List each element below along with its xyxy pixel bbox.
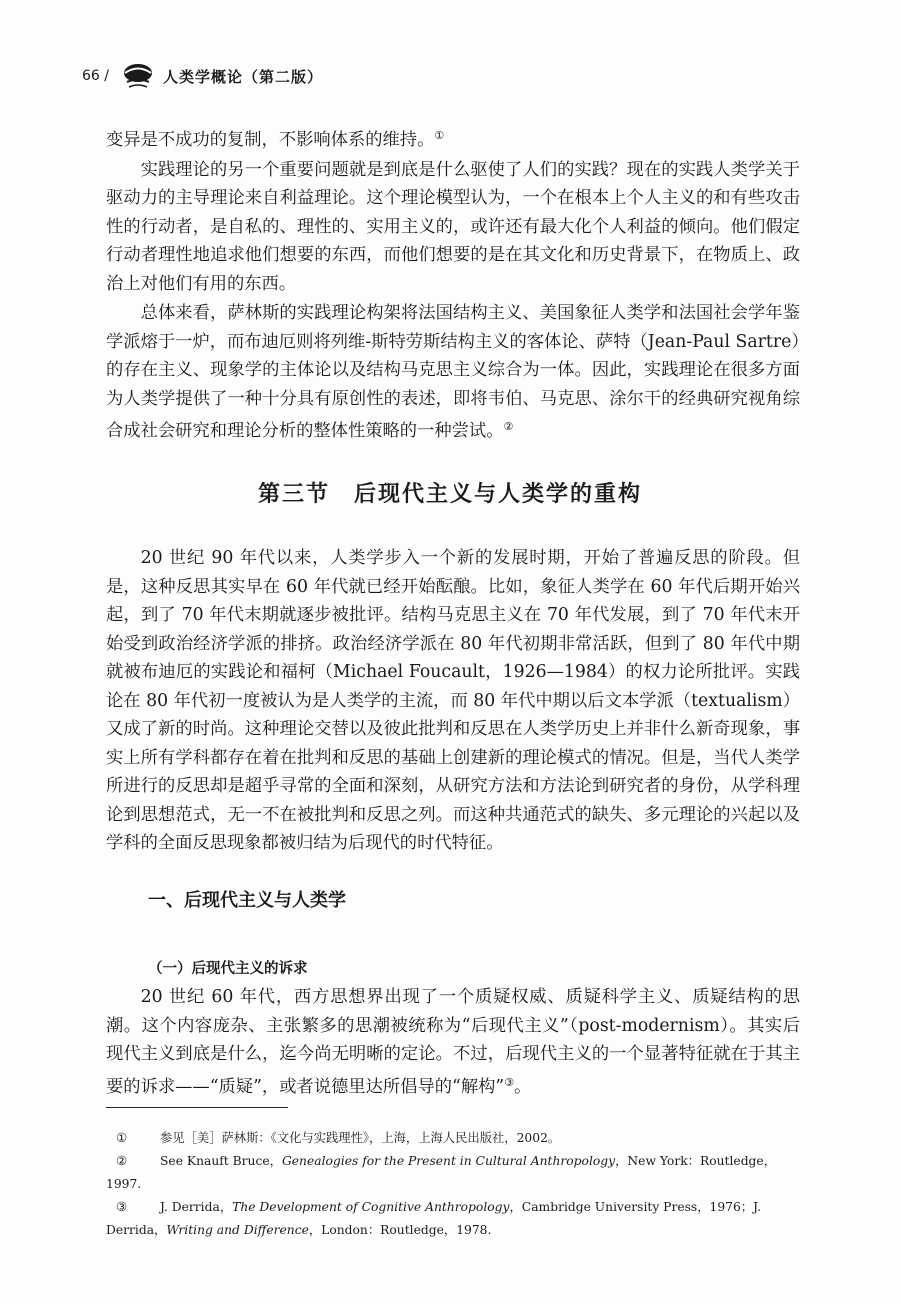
subsection-text-block [106, 983, 800, 1101]
footnote-text-pre: J. Derrida， [160, 1200, 233, 1214]
footnote-text-end: ，London：Routledge，1978. [308, 1223, 492, 1237]
section-text-block [106, 544, 800, 858]
footnote-text-post: ，New York：Routledge，1997. [106, 1154, 777, 1191]
footnote-text: 参见［美］萨林斯：《文化与实践理性》，上海，上海人民出版社，2002。 [160, 1131, 561, 1145]
footnote-text-pre: See Knauft Bruce， [160, 1154, 282, 1168]
paragraph-text: 变异是不成功的复制，不影响体系的维持。 [106, 130, 435, 150]
footnote-mark: ① [116, 1131, 128, 1145]
footnote-book-title: The Development of Cognitive Anthropology [232, 1200, 510, 1214]
footnote-text-post: ，Cambridge University Press，1976；J. Derrida， [106, 1200, 761, 1237]
publisher-logo-icon [121, 62, 155, 90]
footnotes [106, 1127, 800, 1242]
footnote-ref: ② [503, 420, 514, 433]
paragraph-reflection: 20 世纪 90 年代以来，人类学步入一个新的发展时期，开始了普遍反思的阶段。但是，这种反思其实早在 60 年代就已经开始酝酿。比如，象征人类学在 60 年代后期开始兴起，到了 70 年代末期就逐步被批评。结构马克思主义在 70 年代发展，到了 70 年代末开始受到政治经济学派的排挤。政治经济学派在 80 年代初期非常活跃，但到了 80 年代中期就被布迪厄的实践论和福柯（Michael Foucault，1926—1984）的权力论所批评。实践论在 80 年代初一度被认为是人类学的主流，而 80 年代中期以后文本学派（textualism）又成了新的时尚。这种理论交替以及彼此批判和反思在人类学历史上并非什么新奇现象，事实上所有学科都存在着在批判和反思的基础上创建新的理论模式的情况。但是，当代人类学所进行的反思却是超乎寻常的全面和深刻，从研究方法和方法论到研究者的身份，从学科理论到思想范式，无一不在被批判和反思之列。而这种共通范式的缺失、多元理论的兴起以及学科的全面反思现象都被归结为后现代的时代特征。 [106, 548, 800, 853]
footnote-2 [106, 1150, 800, 1196]
top-text-block [106, 122, 800, 446]
footnote-book-title-2: Writing and Difference [166, 1223, 309, 1237]
footnote-mark: ② [116, 1154, 128, 1168]
section-title: 第三节 后现代主义与人类学的重构 [257, 482, 642, 507]
footnote-1 [106, 1127, 800, 1150]
footnote-3 [106, 1196, 800, 1242]
footnote-mark: ③ [116, 1200, 128, 1214]
page-number: 66 / [82, 68, 109, 84]
footnote-book-title: Genealogies for the Present in Cultural Anthropology [281, 1154, 616, 1168]
paragraph-postmodernism [106, 983, 800, 1101]
paragraph-driving-force: 实践理论的另一个重要问题就是到底是什么驱使了人们的实践？现在的实践人类学关于驱动力的主导理论来自利益理论。这个理论模型认为，一个在根本上个人主义的和有些攻击性的行动者，是自私的、理性的、实用主义的，或许还有最大化个人利益的倾向。他们假定行动者理性地追求他们想要的东西，而他们想要的是在其文化和历史背景下，在物质上、政治上对他们有用的东西。 [106, 159, 800, 294]
book-title: 人类学概论（第二版） [162, 67, 323, 86]
paragraph-text: 总体来看，萨林斯的实践理论构架将法国结构主义、美国象征人类学和法国社会学年鉴学派熔于一炉，而布迪厄则将列维-斯特劳斯结构主义的客体论、萨特（Jean-Paul Sartre）的存在主义、现象学的主体论以及结构马克思主义综合为一体。因此，实践理论在很多方面为人类学提供了一种十分具有原创性的表述，即将韦伯、马克思、涂尔干的经典研究视角综合成社会研究和理论分析的整体性策略的一种尝试。 [106, 303, 800, 441]
footnote-divider [106, 1107, 288, 1108]
footnote-ref: ③ [504, 1075, 515, 1089]
paragraph-summary [106, 299, 800, 446]
footnote-ref: ① [434, 129, 445, 142]
running-header [82, 62, 323, 90]
paragraph-end: 。 [514, 1076, 532, 1097]
paragraph-continuation [106, 122, 800, 155]
subsection-title: 一、后现代主义与人类学 [148, 890, 346, 911]
subsubsection-title: （一）后现代主义的诉求 [148, 961, 308, 977]
paragraph-text: 20 世纪 60 年代，西方思想界出现了一个质疑权威、质疑科学主义、质疑结构的思潮。这个内容庞杂、主张繁多的思潮被统称为“后现代主义”（post-modernism）。其实后现代主义到底是什么，迄今尚无明晰的定论。不过，后现代主义的一个显著特征就在于其主要的诉求——“质疑”，或者说德里达所倡导的“解构” [106, 987, 800, 1097]
